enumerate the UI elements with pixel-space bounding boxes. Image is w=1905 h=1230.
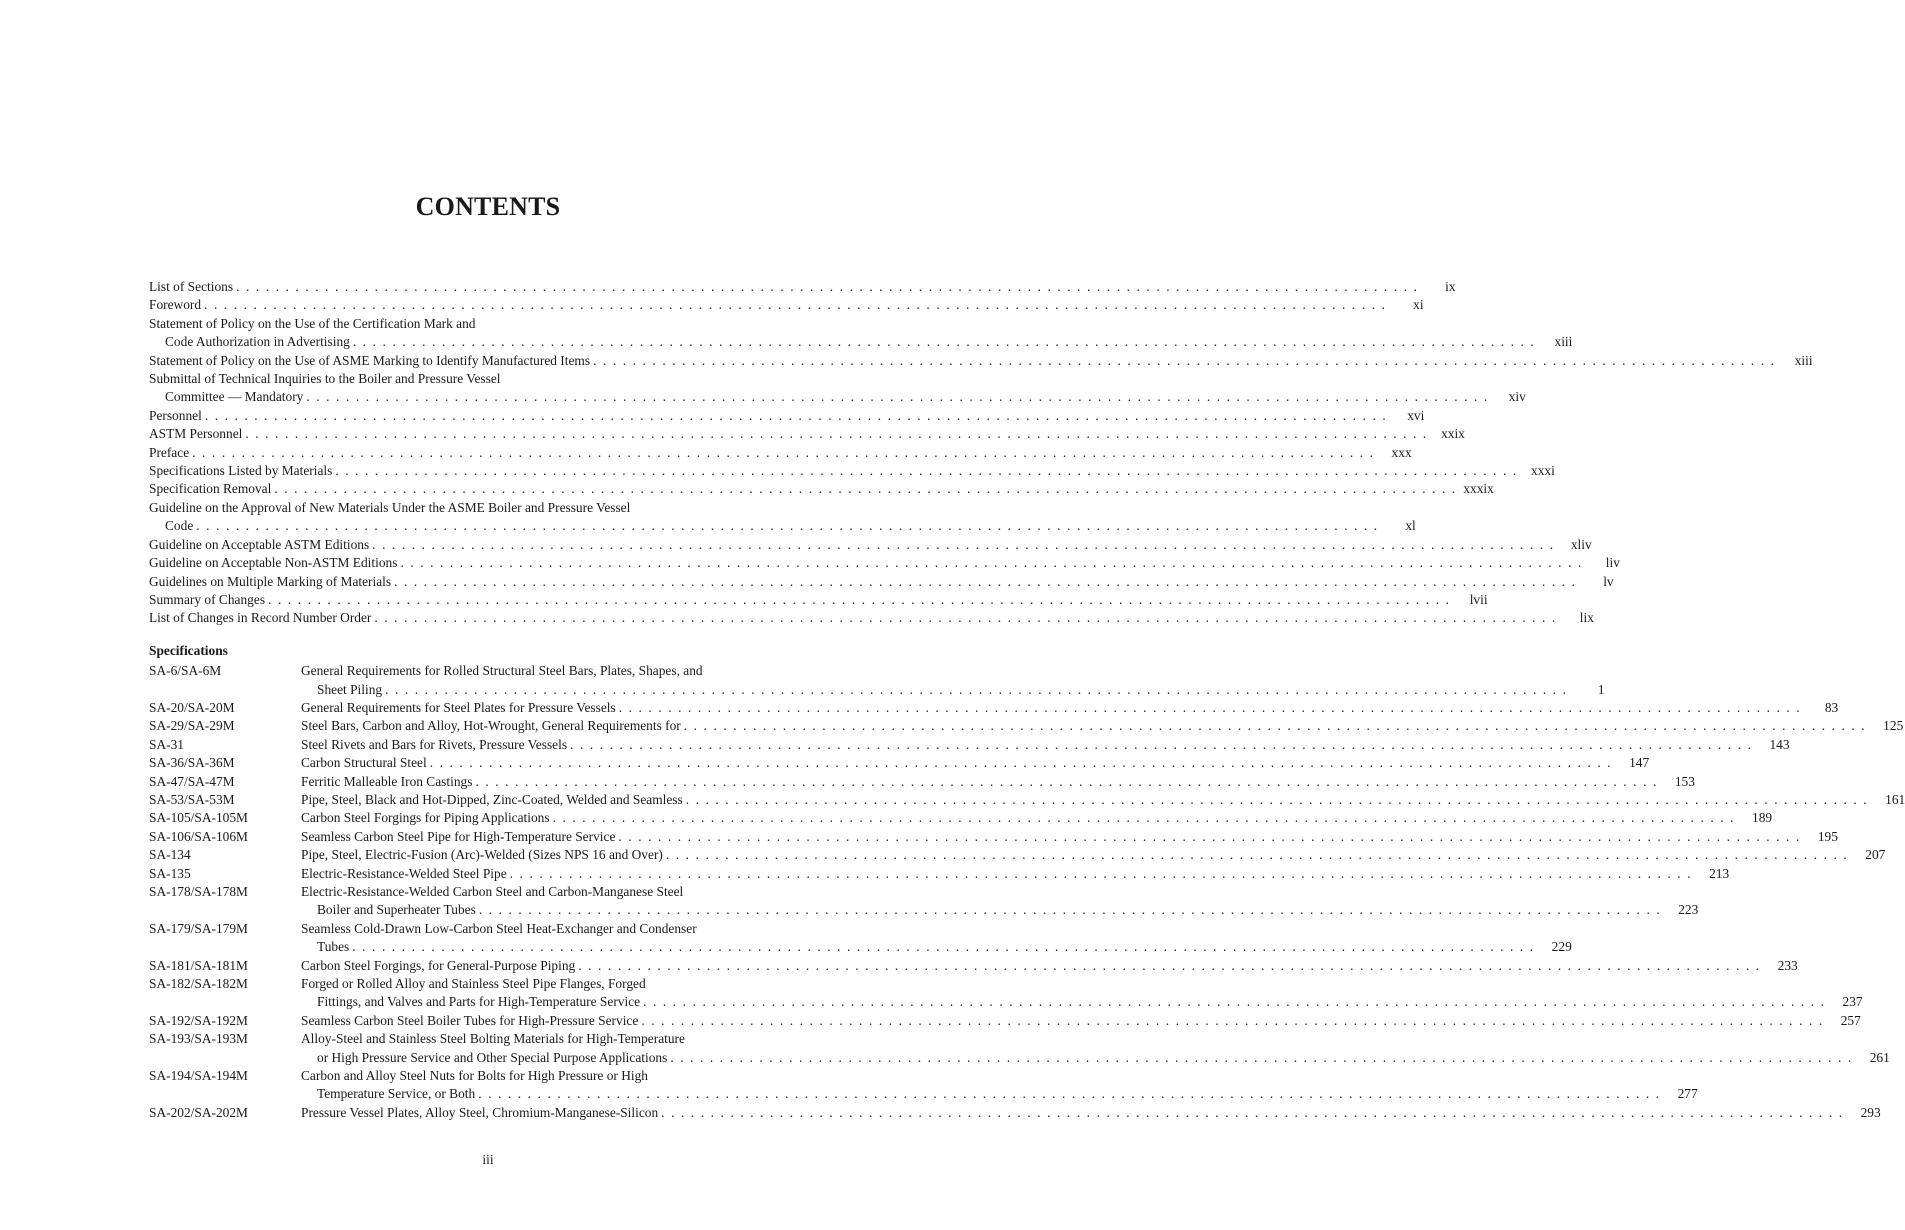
dot-leader: . . . . . . . . . . . . . . . . . . . . . . . . . . . . . . . . . . . . . . . . . . . . . . . . . . . . . . . . . . . . . . . . . . . . . . . . . . . . . . . . . . . . . . . . . . . . . . . . . . . . . . . . . . . . . . . . . . . . . . . . xyxy=(643,994,1826,1010)
specification-entry[interactable] xyxy=(149,773,1695,791)
entry-page-number: 161 xyxy=(1885,791,1905,807)
specifications-heading: Specifications xyxy=(149,642,228,658)
entry-page-number: 213 xyxy=(1709,865,1730,881)
entry-page-number: 257 xyxy=(1840,1012,1861,1028)
dot-leader: . . . . . . . . . . . . . . . . . . . . . . . . . . . . . . . . . . . . . . . . . . . . . . . . . . . . . . . . . . . . . . . . . . . . . . . . . . . . . . . . . . . . . . . . . . . . . . . . . . . . . . . . . . . . . . . . . . . . . . . . xyxy=(335,463,1518,479)
entry-page-number: xiii xyxy=(1554,334,1573,350)
entry-title: Specifications Listed by Materials xyxy=(149,463,333,479)
specification-entry[interactable] xyxy=(149,1030,1890,1067)
toc-line xyxy=(301,938,1572,956)
toc-line xyxy=(301,699,1838,717)
dot-leader: . . . . . . . . . . . . . . . . . . . . . . . . . . . . . . . . . . . . . . . . . . . . . . . . . . . . . . . . . . . . . . . . . . . . . . . . . . . . . . . . . . . . . . . . . . . . . . . . . . . . . . . . . . . . . . . . . . . . . . . . xyxy=(385,681,1568,697)
specification-entry[interactable] xyxy=(149,736,1790,754)
toc-entry[interactable] xyxy=(149,609,1594,627)
specification-entry[interactable] xyxy=(149,865,1730,883)
toc-line xyxy=(149,480,1494,498)
specification-entry[interactable] xyxy=(149,1067,1698,1104)
entry-title: Electric-Resistance-Welded Steel Pipe xyxy=(301,865,507,881)
entry-page-number: xl xyxy=(1405,518,1416,534)
specification-title xyxy=(301,699,1838,717)
specification-designation: SA-47/SA-47M xyxy=(149,773,235,789)
page-number: iii xyxy=(482,1152,494,1167)
toc-line xyxy=(301,773,1695,791)
dot-leader: . . . . . . . . . . . . . . . . . . . . . . . . . . . . . . . . . . . . . . . . . . . . . . . . . . . . . . . . . . . . . . . . . . . . . . . . . . . . . . . . . . . . . . . . . . . . . . . . . . . . . . . . . . . . . . . . . . . . . . . . xyxy=(665,847,1849,863)
toc-line xyxy=(149,444,1412,462)
entry-title: Carbon and Alloy Steel Nuts for Bolts for High Pressure or High xyxy=(301,1068,649,1084)
entry-title: Temperature Service, or Both xyxy=(317,1086,476,1102)
entry-title: Code xyxy=(165,518,194,534)
toc-line xyxy=(149,388,1526,406)
toc-entry[interactable] xyxy=(149,480,1494,498)
specification-entry[interactable] xyxy=(149,846,1886,864)
specification-designation: SA-181/SA-181M xyxy=(149,957,248,973)
specification-designation: SA-134 xyxy=(149,847,191,863)
entry-title: Guideline on Acceptable ASTM Editions xyxy=(149,536,370,552)
specification-title xyxy=(301,975,1863,1012)
entry-page-number: xiv xyxy=(1508,389,1526,405)
entry-page-number: xi xyxy=(1413,297,1424,313)
entry-page-number: xxxi xyxy=(1531,463,1555,479)
entry-title: Carbon Steel Forgings for Piping Applications xyxy=(301,810,550,826)
specification-designation: SA-135 xyxy=(149,865,191,881)
entry-page-number: 277 xyxy=(1677,1086,1698,1102)
entry-page-number: xxix xyxy=(1441,426,1465,442)
toc-line xyxy=(301,736,1790,754)
toc-line xyxy=(301,1104,1881,1122)
specification-title xyxy=(301,1012,1861,1030)
specification-designation: SA-36/SA-36M xyxy=(149,755,235,771)
specification-designation: SA-192/SA-192M xyxy=(149,1012,248,1028)
dot-leader: . . . . . . . . . . . . . . . . . . . . . . . . . . . . . . . . . . . . . . . . . . . . . . . . . . . . . . . . . . . . . . . . . . . . . . . . . . . . . . . . . . . . . . . . . . . . . . . . . . . . . . . . . . . . . . . . . . . . . . . . xyxy=(475,773,1658,789)
entry-title: Personnel xyxy=(149,407,202,423)
toc-line xyxy=(301,865,1729,883)
toc-entry[interactable] xyxy=(149,278,1456,296)
toc-entry[interactable] xyxy=(149,296,1424,314)
entry-title: Boiler and Superheater Tubes xyxy=(317,902,476,918)
specification-title xyxy=(301,865,1729,883)
toc-line xyxy=(149,296,1424,314)
entry-page-number: 125 xyxy=(1883,718,1904,734)
toc-entry[interactable] xyxy=(149,315,1573,352)
entry-title: Ferritic Malleable Iron Castings xyxy=(301,773,473,789)
entry-title: ASTM Personnel xyxy=(149,426,243,442)
dot-leader: . . . . . . . . . . . . . . . . . . . . . . . . . . . . . . . . . . . . . . . . . . . . . . . . . . . . . . . . . . . . . . . . . . . . . . . . . . . . . . . . . . . . . . . . . . . . . . . . . . . . . . . . . . . . . . . . . . . . . . . . xyxy=(352,939,1535,955)
specification-designation: SA-29/SA-29M xyxy=(149,718,235,734)
entry-title: Carbon Steel Forgings, for General-Purpose Piping xyxy=(301,957,576,973)
specification-entry[interactable] xyxy=(149,699,1839,717)
toc-line xyxy=(301,681,1605,699)
specification-designation: SA-194/SA-194M xyxy=(149,1068,248,1084)
front-matter-list xyxy=(149,278,1813,628)
specifications-list xyxy=(149,662,1905,1122)
specification-designation: SA-20/SA-20M xyxy=(149,699,235,715)
toc-line xyxy=(301,828,1838,846)
entry-page-number: xvi xyxy=(1407,407,1425,423)
toc-line xyxy=(149,554,1620,572)
entry-title: List of Changes in Record Number Order xyxy=(149,610,372,626)
dot-leader: . . . . . . . . . . . . . . . . . . . . . . . . . . . . . . . . . . . . . . . . . . . . . . . . . . . . . . . . . . . . . . . . . . . . . . . . . . . . . . . . . . . . . . . . . . . . . . . . . . . . . . . . . . . . . . . . . . . . . . . . xyxy=(196,518,1379,534)
entry-title: Seamless Cold-Drawn Low-Carbon Steel Heat-Exchanger and Condenser xyxy=(301,920,697,936)
entry-title: Pipe, Steel, Electric-Fusion (Arc)-Welded (Sizes NPS 16 and Over) xyxy=(301,847,663,863)
dot-leader: . . . . . . . . . . . . . . . . . . . . . . . . . . . . . . . . . . . . . . . . . . . . . . . . . . . . . . . . . . . . . . . . . . . . . . . . . . . . . . . . . . . . . . . . . . . . . . . . . . . . . . . . . . . . . . . . . . . . . . . . xyxy=(670,1049,1853,1065)
entry-page-number: 207 xyxy=(1865,847,1886,863)
specification-title xyxy=(301,736,1790,754)
toc-entry[interactable] xyxy=(149,407,1425,425)
toc-line xyxy=(149,352,1813,370)
dot-leader: . . . . . . . . . . . . . . . . . . . . . . . . . . . . . . . . . . . . . . . . . . . . . . . . . . . . . . . . . . . . . . . . . . . . . . . . . . . . . . . . . . . . . . . . . . . . . . . . . . . . . . . . . . . . . . . . . . . . . . . . xyxy=(478,1086,1661,1102)
entry-title: Submittal of Technical Inquiries to the Boiler and Pressure Vessel xyxy=(149,371,501,387)
dot-leader: . . . . . . . . . . . . . . . . . . . . . . . . . . . . . . . . . . . . . . . . . . . . . . . . . . . . . . . . . . . . . . . . . . . . . . . . . . . . . . . . . . . . . . . . . . . . . . . . . . . . . . . . . . . . . . . . . . . . . . . . xyxy=(683,718,1867,734)
entry-title: General Requirements for Steel Plates for Pressure Vessels xyxy=(301,699,616,715)
dot-leader: . . . . . . . . . . . . . . . . . . . . . . . . . . . . . . . . . . . . . . . . . . . . . . . . . . . . . . . . . . . . . . . . . . . . . . . . . . . . . . . . . . . . . . . . . . . . . . . . . . . . . . . . . . . . . . . . . . . . . . . . xyxy=(245,426,1428,442)
specification-entry[interactable] xyxy=(149,791,1905,809)
toc-entry[interactable] xyxy=(149,573,1614,591)
dot-leader: . . . . . . . . . . . . . . . . . . . . . . . . . . . . . . . . . . . . . . . . . . . . . . . . . . . . . . . . . . . . . . . . . . . . . . . . . . . . . . . . . . . . . . . . . . . . . . . . . . . . . . . . . . . . . . . . . . . . . . . . xyxy=(618,699,1802,715)
entry-title: Pressure Vessel Plates, Alloy Steel, Chromium-Manganese-Silicon xyxy=(301,1104,659,1120)
toc-line xyxy=(149,370,817,388)
entry-page-number: 229 xyxy=(1551,939,1572,955)
specification-designation: SA-193/SA-193M xyxy=(149,1031,248,1047)
toc-line xyxy=(301,975,1863,993)
dot-leader: . . . . . . . . . . . . . . . . . . . . . . . . . . . . . . . . . . . . . . . . . . . . . . . . . . . . . . . . . . . . . . . . . . . . . . . . . . . . . . . . . . . . . . . . . . . . . . . . . . . . . . . . . . . . . . . . . . . . . . . . xyxy=(429,755,1613,771)
toc-line xyxy=(301,883,1698,901)
entry-title: Specification Removal xyxy=(149,481,272,497)
specification-entry[interactable] xyxy=(149,1012,1861,1030)
entry-page-number: lix xyxy=(1579,610,1594,626)
entry-page-number: xxx xyxy=(1391,444,1412,460)
entry-title: General Requirements for Rolled Structural Steel Bars, Plates, Shapes, and xyxy=(301,663,703,679)
dot-leader: . . . . . . . . . . . . . . . . . . . . . . . . . . . . . . . . . . . . . . . . . . . . . . . . . . . . . . . . . . . . . . . . . . . . . . . . . . . . . . . . . . . . . . . . . . . . . . . . . . . . . . . . . . . . . . . . . . . . . . . . xyxy=(236,279,1419,294)
specification-entry[interactable] xyxy=(149,809,1773,827)
specification-title xyxy=(301,662,1605,699)
specification-entry[interactable] xyxy=(149,828,1838,846)
table-of-contents xyxy=(149,278,1905,1122)
specification-designation: SA-31 xyxy=(149,736,184,752)
entry-page-number: 143 xyxy=(1769,736,1790,752)
specification-entry[interactable] xyxy=(149,662,1605,699)
entry-title: Electric-Resistance-Welded Carbon Steel and Carbon-Manganese Steel xyxy=(301,884,684,899)
toc-entry[interactable] xyxy=(149,591,1488,609)
entry-page-number: 83 xyxy=(1824,699,1839,715)
entry-title: Seamless Carbon Steel Pipe for High-Temperature Service xyxy=(301,828,616,844)
toc-line xyxy=(301,754,1649,772)
toc-line xyxy=(149,573,1614,591)
specification-designation: SA-202/SA-202M xyxy=(149,1104,248,1120)
entry-page-number: xxxix xyxy=(1463,481,1494,497)
specification-entry[interactable] xyxy=(149,754,1650,772)
entry-page-number: lv xyxy=(1603,573,1614,589)
entry-title: or High Pressure Service and Other Special Purpose Applications xyxy=(317,1049,668,1065)
toc-entry[interactable] xyxy=(149,444,1412,462)
entry-page-number: xliv xyxy=(1570,536,1592,552)
toc-line xyxy=(301,662,1605,680)
entry-title: Fittings, and Valves and Parts for High-Temperature Service xyxy=(317,994,641,1010)
entry-page-number: 223 xyxy=(1678,902,1699,918)
specification-entry[interactable] xyxy=(149,920,1572,957)
toc-line xyxy=(149,591,1488,609)
toc-line xyxy=(301,957,1798,975)
specification-title xyxy=(301,791,1905,809)
specification-designation: SA-53/SA-53M xyxy=(149,791,235,807)
dot-leader: . . . . . . . . . . . . . . . . . . . . . . . . . . . . . . . . . . . . . . . . . . . . . . . . . . . . . . . . . . . . . . . . . . . . . . . . . . . . . . . . . . . . . . . . . . . . . . . . . . . . . . . . . . . . . . . . . . . . . . . . xyxy=(192,444,1375,460)
specification-entry[interactable] xyxy=(149,957,1798,975)
dot-leader: . . . . . . . . . . . . . . . . . . . . . . . . . . . . . . . . . . . . . . . . . . . . . . . . . . . . . . . . . . . . . . . . . . . . . . . . . . . . . . . . . . . . . . . . . . . . . . . . . . . . . . . . . . . . . . . . . . . . . . . . xyxy=(661,1104,1844,1120)
entry-page-number: 233 xyxy=(1777,957,1798,973)
specification-title xyxy=(301,754,1649,772)
toc-line xyxy=(301,846,1885,864)
specification-title xyxy=(301,1030,1890,1067)
entry-title: Statement of Policy on the Use of the Certification Mark and xyxy=(149,315,476,331)
specification-title xyxy=(301,773,1695,791)
dot-leader: . . . . . . . . . . . . . . . . . . . . . . . . . . . . . . . . . . . . . . . . . . . . . . . . . . . . . . . . . . . . . . . . . . . . . . . . . . . . . . . . . . . . . . . . . . . . . . . . . . . . . . . . . . . . . . . . . . . . . . . . xyxy=(204,297,1387,313)
dot-leader: . . . . . . . . . . . . . . . . . . . . . . . . . . . . . . . . . . . . . . . . . . . . . . . . . . . . . . . . . . . . . . . . . . . . . . . . . . . . . . . . . . . . . . . . . . . . . . . . . . . . . . . . . . . . . . . . . . . . . . . . xyxy=(372,536,1555,552)
entry-page-number: 237 xyxy=(1842,994,1863,1010)
specification-designation: SA-6/SA-6M xyxy=(149,663,222,679)
specification-title xyxy=(301,1104,1881,1122)
specification-entry[interactable] xyxy=(149,975,1863,1012)
specification-title xyxy=(301,828,1838,846)
toc-line xyxy=(301,717,1903,735)
toc-entry[interactable] xyxy=(149,425,1465,443)
entry-title: Steel Rivets and Bars for Rivets, Pressure Vessels xyxy=(301,736,568,752)
specification-entry[interactable] xyxy=(149,717,1904,735)
entry-title: Steel Bars, Carbon and Alloy, Hot-Wrought, General Requirements for xyxy=(301,718,681,734)
toc-line xyxy=(149,499,817,517)
entry-page-number: ix xyxy=(1445,279,1456,294)
toc-line xyxy=(301,1049,1890,1067)
entry-page-number: xiii xyxy=(1794,352,1813,368)
toc-line xyxy=(301,791,1905,809)
specification-entry[interactable] xyxy=(149,1104,1881,1122)
toc-entry[interactable] xyxy=(149,352,1813,370)
toc-line xyxy=(301,901,1698,919)
toc-entry[interactable] xyxy=(149,462,1555,480)
toc-entry[interactable] xyxy=(149,370,1526,407)
dot-leader: . . . . . . . . . . . . . . . . . . . . . . . . . . . . . . . . . . . . . . . . . . . . . . . . . . . . . . . . . . . . . . . . . . . . . . . . . . . . . . . . . . . . . . . . . . . . . . . . . . . . . . . . . . . . . . . . . . . . . . . . xyxy=(374,610,1557,626)
entry-page-number: 153 xyxy=(1674,773,1695,789)
entry-page-number: lvii xyxy=(1469,591,1488,607)
toc-line xyxy=(301,809,1772,827)
dot-leader: . . . . . . . . . . . . . . . . . . . . . . . . . . . . . . . . . . . . . . . . . . . . . . . . . . . . . . . . . . . . . . . . . . . . . . . . . . . . . . . . . . . . . . . . . . . . . . . . . . . . . . . . . . . . . . . . . . . . . . . . xyxy=(552,810,1736,826)
entry-page-number: 195 xyxy=(1817,828,1838,844)
entry-page-number: 1 xyxy=(1597,681,1605,697)
toc-line xyxy=(301,1030,1890,1048)
entry-title: Guideline on the Approval of New Materials Under the ASME Boiler and Pressure Vessel xyxy=(149,499,631,515)
specification-title xyxy=(301,920,1572,957)
entry-title: Committee — Mandatory xyxy=(165,389,304,405)
specification-designation: SA-178/SA-178M xyxy=(149,884,248,899)
toc-line xyxy=(301,920,1572,938)
specification-title xyxy=(301,957,1798,975)
toc-line xyxy=(301,993,1863,1011)
entry-title: Alloy-Steel and Stainless Steel Bolting Materials for High-Temperature xyxy=(301,1031,685,1047)
dot-leader: . . . . . . . . . . . . . . . . . . . . . . . . . . . . . . . . . . . . . . . . . . . . . . . . . . . . . . . . . . . . . . . . . . . . . . . . . . . . . . . . . . . . . . . . . . . . . . . . . . . . . . . . . . . . . . . . . . . . . . . . xyxy=(570,736,1753,752)
toc-line xyxy=(301,1012,1861,1030)
entry-title: Foreword xyxy=(149,297,202,313)
dot-leader: . . . . . . . . . . . . . . . . . . . . . . . . . . . . . . . . . . . . . . . . . . . . . . . . . . . . . . . . . . . . . . . . . . . . . . . . . . . . . . . . . . . . . . . . . . . . . . . . . . . . . . . . . . . . . . . . . . . . . . . . xyxy=(400,555,1583,571)
entry-title: List of Sections xyxy=(149,279,234,294)
dot-leader: . . . . . . . . . . . . . . . . . . . . . . . . . . . . . . . . . . . . . . . . . . . . . . . . . . . . . . . . . . . . . . . . . . . . . . . . . . . . . . . . . . . . . . . . . . . . . . . . . . . . . . . . . . . . . . . . . . . . . . . . xyxy=(641,1012,1824,1028)
entry-page-number: liv xyxy=(1605,555,1620,571)
specification-designation: SA-105/SA-105M xyxy=(149,810,248,826)
entry-title: Pipe, Steel, Black and Hot-Dipped, Zinc-Coated, Welded and Seamless xyxy=(301,791,683,807)
specification-title xyxy=(301,809,1772,827)
dot-leader: . . . . . . . . . . . . . . . . . . . . . . . . . . . . . . . . . . . . . . . . . . . . . . . . . . . . . . . . . . . . . . . . . . . . . . . . . . . . . . . . . . . . . . . . . . . . . . . . . . . . . . . . . . . . . . . . . . . . . . . . xyxy=(618,828,1801,844)
dot-leader: . . . . . . . . . . . . . . . . . . . . . . . . . . . . . . . . . . . . . . . . . . . . . . . . . . . . . . . . . . . . . . . . . . . . . . . . . . . . . . . . . . . . . . . . . . . . . . . . . . . . . . . . . . . . . . . . . . . . . . . . xyxy=(394,573,1577,589)
toc-line xyxy=(149,407,1425,425)
specification-designation: SA-179/SA-179M xyxy=(149,920,248,936)
entry-title: Tubes xyxy=(317,939,350,955)
toc-line xyxy=(149,333,1573,351)
dot-leader: . . . . . . . . . . . . . . . . . . . . . . . . . . . . . . . . . . . . . . . . . . . . . . . . . . . . . . . . . . . . . . . . . . . . . . . . . . . . . . . . . . . . . . . . . . . . . . . . . . . . . . . . . . . . . . . . . . . . . . . . xyxy=(578,957,1761,973)
entry-page-number: 293 xyxy=(1860,1104,1881,1120)
entry-title: Summary of Changes xyxy=(149,591,266,607)
toc-line xyxy=(149,425,1465,443)
dot-leader: . . . . . . . . . . . . . . . . . . . . . . . . . . . . . . . . . . . . . . . . . . . . . . . . . . . . . . . . . . . . . . . . . . . . . . . . . . . . . . . . . . . . . . . . . . . . . . . . . . . . . . . . . . . . . . . . . . . . . . . . xyxy=(352,334,1536,350)
toc-line xyxy=(149,278,1456,296)
dot-leader: . . . . . . . . . . . . . . . . . . . . . . . . . . . . . . . . . . . . . . . . . . . . . . . . . . . . . . . . . . . . . . . . . . . . . . . . . . . . . . . . . . . . . . . . . . . . . . . . . . . . . . . . . . . . . . . . . . . . . . . . xyxy=(306,389,1489,405)
entry-title: Guideline on Acceptable Non-ASTM Editions xyxy=(149,555,398,571)
toc-line xyxy=(149,609,1594,627)
dot-leader: . . . . . . . . . . . . . . . . . . . . . . . . . . . . . . . . . . . . . . . . . . . . . . . . . . . . . . . . . . . . . . . . . . . . . . . . . . . . . . . . . . . . . . . . . . . . . . . . . . . . . . . . . . . . . . . . . . . . . . . . xyxy=(274,481,1457,497)
entry-title: Seamless Carbon Steel Boiler Tubes for High-Pressure Service xyxy=(301,1012,639,1028)
specification-title xyxy=(301,883,1698,920)
specification-title xyxy=(301,717,1903,735)
entry-title: Guidelines on Multiple Marking of Materials xyxy=(149,573,392,589)
entry-page-number: 261 xyxy=(1869,1049,1890,1065)
toc-entry[interactable] xyxy=(149,499,1416,536)
toc-entry[interactable] xyxy=(149,554,1620,572)
specification-title xyxy=(301,846,1885,864)
dot-leader: . . . . . . . . . . . . . . . . . . . . . . . . . . . . . . . . . . . . . . . . . . . . . . . . . . . . . . . . . . . . . . . . . . . . . . . . . . . . . . . . . . . . . . . . . . . . . . . . . . . . . . . . . . . . . . . . . . . . . . . . xyxy=(268,591,1451,607)
entry-title: Preface xyxy=(149,444,190,460)
entry-page-number: 189 xyxy=(1752,810,1773,826)
entry-page-number: 147 xyxy=(1629,755,1650,771)
entry-title: Statement of Policy on the Use of ASME Marking to Identify Manufactured Items xyxy=(149,352,591,368)
specification-title xyxy=(301,1067,1698,1104)
toc-line xyxy=(301,1085,1698,1103)
dot-leader: . . . . . . . . . . . . . . . . . . . . . . . . . . . . . . . . . . . . . . . . . . . . . . . . . . . . . . . . . . . . . . . . . . . . . . . . . . . . . . . . . . . . . . . . . . . . . . . . . . . . . . . . . . . . . . . . . . . . . . . . xyxy=(204,407,1388,423)
dot-leader: . . . . . . . . . . . . . . . . . . . . . . . . . . . . . . . . . . . . . . . . . . . . . . . . . . . . . . . . . . . . . . . . . . . . . . . . . . . . . . . . . . . . . . . . . . . . . . . . . . . . . . . . . . . . . . . . . . . . . . . . xyxy=(509,865,1693,881)
entry-title: Sheet Piling xyxy=(317,681,383,697)
toc-line xyxy=(149,462,1555,480)
specification-designation: SA-182/SA-182M xyxy=(149,976,248,992)
dot-leader: . . . . . . . . . . . . . . . . . . . . . . . . . . . . . . . . . . . . . . . . . . . . . . . . . . . . . . . . . . . . . . . . . . . . . . . . . . . . . . . . . . . . . . . . . . . . . . . . . . . . . . . . . . . . . . . . . . . . . . . . xyxy=(685,791,1869,807)
entry-title: Carbon Structural Steel xyxy=(301,755,427,771)
dot-leader: . . . . . . . . . . . . . . . . . . . . . . . . . . . . . . . . . . . . . . . . . . . . . . . . . . . . . . . . . . . . . . . . . . . . . . . . . . . . . . . . . . . . . . . . . . . . . . . . . . . . . . . . . . . . . . . . . . . . . . . . xyxy=(478,902,1662,918)
specification-entry[interactable] xyxy=(149,883,1699,920)
toc-line xyxy=(301,1067,1698,1085)
toc-line xyxy=(149,536,1592,554)
toc-entry[interactable] xyxy=(149,536,1592,554)
page-title: CONTENTS xyxy=(415,192,561,221)
toc-line xyxy=(149,315,817,333)
specification-designation: SA-106/SA-106M xyxy=(149,828,248,844)
toc-line xyxy=(149,517,1416,535)
dot-leader: . . . . . . . . . . . . . . . . . . . . . . . . . . . . . . . . . . . . . . . . . . . . . . . . . . . . . . . . . . . . . . . . . . . . . . . . . . . . . . . . . . . . . . . . . . . . . . . . . . . . . . . . . . . . . . . . . . . . . . . . xyxy=(593,352,1776,368)
entry-title: Forged or Rolled Alloy and Stainless Steel Pipe Flanges, Forged xyxy=(301,976,646,992)
entry-title: Code Authorization in Advertising xyxy=(165,334,350,350)
